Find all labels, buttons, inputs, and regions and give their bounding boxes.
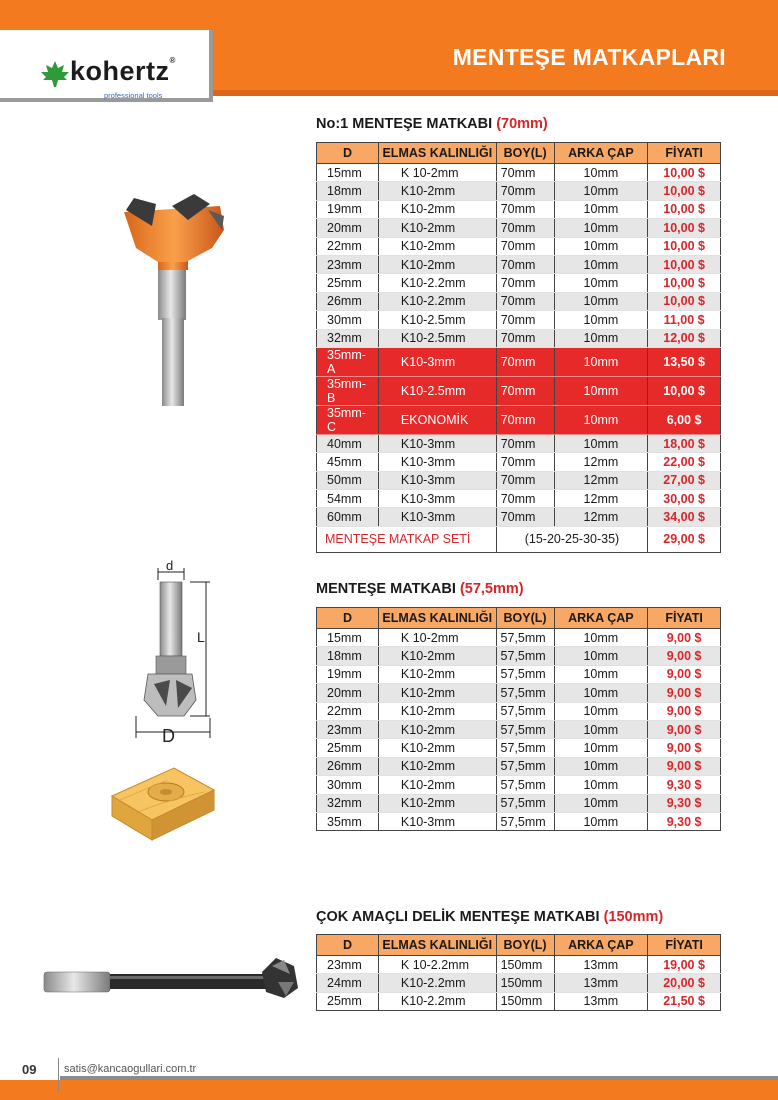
cell-arka-cap: 10mm bbox=[554, 274, 648, 292]
header-fiyati: FİYATI bbox=[648, 143, 721, 164]
cell-elmas: K10-2mm bbox=[378, 739, 496, 757]
cell-boy: 70mm bbox=[496, 347, 554, 376]
cell-arka-cap: 12mm bbox=[554, 453, 648, 471]
cell-elmas: K10-2.5mm bbox=[378, 329, 496, 347]
cell-d: 15mm bbox=[317, 629, 379, 647]
cell-price: 9,00 $ bbox=[648, 647, 721, 665]
cell-boy: 70mm bbox=[496, 453, 554, 471]
diagram-L-label: L bbox=[197, 629, 205, 645]
cell-d: 19mm bbox=[317, 200, 379, 218]
cell-d: 32mm bbox=[317, 794, 379, 812]
cell-elmas: K10-3mm bbox=[378, 434, 496, 452]
cell-arka-cap: 10mm bbox=[554, 434, 648, 452]
diagram-d-label: d bbox=[166, 558, 174, 573]
header-boy: BOY(L) bbox=[496, 143, 554, 164]
cell-d: 23mm bbox=[317, 720, 379, 738]
cell-boy: 57,5mm bbox=[496, 702, 554, 720]
cell-arka-cap: 10mm bbox=[554, 720, 648, 738]
table-row bbox=[317, 974, 721, 992]
drill-bit-dimension-diagram bbox=[130, 556, 220, 746]
cell-price: 18,00 $ bbox=[648, 434, 721, 452]
cell-arka-cap: 13mm bbox=[554, 992, 648, 1010]
table-row bbox=[317, 684, 721, 702]
cell-arka-cap: 10mm bbox=[554, 684, 648, 702]
cell-boy: 70mm bbox=[496, 274, 554, 292]
cell-boy: 57,5mm bbox=[496, 720, 554, 738]
section2-title-length: (57,5mm) bbox=[459, 581, 524, 597]
header-fiyati: FİYATI bbox=[648, 935, 721, 956]
section2-title-text: MENTEŞE MATKABI bbox=[316, 581, 460, 597]
cell-price: 30,00 $ bbox=[648, 490, 721, 508]
cell-elmas: K10-2mm bbox=[378, 776, 496, 794]
cell-boy: 70mm bbox=[496, 311, 554, 329]
set-label: MENTEŞE MATKAP SETİ bbox=[317, 526, 497, 552]
cell-d: 30mm bbox=[317, 776, 379, 794]
cell-arka-cap: 10mm bbox=[554, 405, 648, 434]
cell-price: 22,00 $ bbox=[648, 453, 721, 471]
page-number: 09 bbox=[22, 1062, 37, 1077]
hinge-drill-bit-70mm-image bbox=[112, 190, 242, 415]
table-row bbox=[317, 311, 721, 329]
brand-wordmark bbox=[70, 56, 176, 87]
cell-boy: 150mm bbox=[496, 992, 554, 1010]
cell-arka-cap: 12mm bbox=[554, 471, 648, 489]
cell-boy: 57,5mm bbox=[496, 629, 554, 647]
cell-price: 9,00 $ bbox=[648, 739, 721, 757]
diagram-D-label: D bbox=[162, 726, 175, 746]
cell-price: 20,00 $ bbox=[648, 974, 721, 992]
cell-price: 10,00 $ bbox=[648, 219, 721, 237]
cell-elmas: K10-2.2mm bbox=[378, 292, 496, 310]
table-row bbox=[317, 329, 721, 347]
cell-boy: 150mm bbox=[496, 974, 554, 992]
table-row bbox=[317, 508, 721, 526]
cell-arka-cap: 10mm bbox=[554, 347, 648, 376]
table-row bbox=[317, 405, 721, 434]
cell-d: 60mm bbox=[317, 508, 379, 526]
cell-d: 32mm bbox=[317, 329, 379, 347]
table-row bbox=[317, 164, 721, 182]
header-d: D bbox=[317, 935, 379, 956]
brand-name: kohertz bbox=[70, 56, 170, 86]
cell-arka-cap: 10mm bbox=[554, 739, 648, 757]
cell-d: 24mm bbox=[317, 974, 379, 992]
table-row bbox=[317, 274, 721, 292]
section1-title-text: No:1 MENTEŞE MATKABI bbox=[316, 116, 497, 132]
header-boy: BOY(L) bbox=[496, 608, 554, 629]
header-elmas-kalinligi: ELMAS KALINLIĞI bbox=[378, 608, 496, 629]
maple-leaf-icon bbox=[40, 60, 70, 88]
section2-price-table bbox=[316, 607, 721, 831]
brand-registered-mark: ® bbox=[169, 56, 176, 65]
table-row bbox=[317, 237, 721, 255]
cell-boy: 57,5mm bbox=[496, 684, 554, 702]
cell-boy: 70mm bbox=[496, 471, 554, 489]
cell-arka-cap: 10mm bbox=[554, 702, 648, 720]
section1-title bbox=[316, 116, 548, 132]
cell-boy: 57,5mm bbox=[496, 794, 554, 812]
cell-elmas: K10-2mm bbox=[378, 255, 496, 273]
cell-price: 9,30 $ bbox=[648, 794, 721, 812]
cell-price: 9,30 $ bbox=[648, 812, 721, 830]
header-elmas-kalinligi: ELMAS KALINLIĞI bbox=[378, 143, 496, 164]
cell-arka-cap: 12mm bbox=[554, 508, 648, 526]
cell-d: 18mm bbox=[317, 647, 379, 665]
section3-title-length: (150mm) bbox=[603, 909, 664, 925]
header-d: D bbox=[317, 608, 379, 629]
cell-d: 20mm bbox=[317, 684, 379, 702]
cell-elmas: K10-2mm bbox=[378, 720, 496, 738]
cell-elmas: K10-3mm bbox=[378, 508, 496, 526]
cell-elmas: K 10-2.2mm bbox=[378, 956, 496, 974]
cell-boy: 70mm bbox=[496, 200, 554, 218]
cell-price: 11,00 $ bbox=[648, 311, 721, 329]
cell-d: 19mm bbox=[317, 665, 379, 683]
cell-boy: 57,5mm bbox=[496, 776, 554, 794]
table-row bbox=[317, 255, 721, 273]
table-header-row bbox=[317, 608, 721, 629]
wood-block-image bbox=[108, 760, 218, 842]
cell-elmas: K10-2mm bbox=[378, 237, 496, 255]
cell-arka-cap: 13mm bbox=[554, 974, 648, 992]
cell-price: 10,00 $ bbox=[648, 376, 721, 405]
cell-d: 40mm bbox=[317, 434, 379, 452]
cell-d: 35mm-A bbox=[317, 347, 379, 376]
cell-price: 9,00 $ bbox=[648, 757, 721, 775]
cell-elmas: K10-2mm bbox=[378, 200, 496, 218]
cell-boy: 70mm bbox=[496, 434, 554, 452]
footer-bar bbox=[0, 1080, 778, 1100]
page-title: MENTEŞE MATKAPLARI bbox=[452, 44, 726, 70]
cell-price: 10,00 $ bbox=[648, 292, 721, 310]
cell-d: 23mm bbox=[317, 255, 379, 273]
table-row bbox=[317, 702, 721, 720]
cell-price: 10,00 $ bbox=[648, 274, 721, 292]
table-header-row bbox=[317, 935, 721, 956]
cell-arka-cap: 10mm bbox=[554, 200, 648, 218]
cell-elmas: K10-2.2mm bbox=[378, 974, 496, 992]
cell-arka-cap: 10mm bbox=[554, 776, 648, 794]
table-row bbox=[317, 992, 721, 1010]
cell-elmas: K10-2.2mm bbox=[378, 992, 496, 1010]
table-row bbox=[317, 665, 721, 683]
cell-boy: 70mm bbox=[496, 219, 554, 237]
cell-arka-cap: 12mm bbox=[554, 490, 648, 508]
table-row bbox=[317, 720, 721, 738]
cell-price: 6,00 $ bbox=[648, 405, 721, 434]
cell-d: 22mm bbox=[317, 702, 379, 720]
table-row bbox=[317, 453, 721, 471]
long-hinge-drill-bit-image bbox=[40, 952, 302, 1004]
cell-boy: 57,5mm bbox=[496, 647, 554, 665]
cell-d: 15mm bbox=[317, 164, 379, 182]
cell-elmas: K10-3mm bbox=[378, 471, 496, 489]
table-row bbox=[317, 182, 721, 200]
cell-arka-cap: 10mm bbox=[554, 237, 648, 255]
cell-price: 10,00 $ bbox=[648, 164, 721, 182]
header-arka-cap: ARKA ÇAP bbox=[554, 935, 648, 956]
cell-elmas: K10-2mm bbox=[378, 794, 496, 812]
cell-arka-cap: 10mm bbox=[554, 219, 648, 237]
cell-price: 10,00 $ bbox=[648, 182, 721, 200]
header-boy: BOY(L) bbox=[496, 935, 554, 956]
cell-boy: 57,5mm bbox=[496, 739, 554, 757]
cell-boy: 70mm bbox=[496, 329, 554, 347]
cell-arka-cap: 10mm bbox=[554, 757, 648, 775]
cell-arka-cap: 10mm bbox=[554, 665, 648, 683]
section3-title-text: ÇOK AMAÇLI DELİK MENTEŞE MATKABI bbox=[316, 909, 604, 925]
cell-price: 13,50 $ bbox=[648, 347, 721, 376]
cell-arka-cap: 10mm bbox=[554, 376, 648, 405]
cell-arka-cap: 10mm bbox=[554, 812, 648, 830]
cell-price: 12,00 $ bbox=[648, 329, 721, 347]
cell-arka-cap: 10mm bbox=[554, 629, 648, 647]
cell-d: 50mm bbox=[317, 471, 379, 489]
set-price: 29,00 $ bbox=[648, 526, 721, 552]
cell-elmas: K10-3mm bbox=[378, 812, 496, 830]
cell-elmas: EKONOMİK bbox=[378, 405, 496, 434]
header-arka-cap: ARKA ÇAP bbox=[554, 608, 648, 629]
cell-price: 9,00 $ bbox=[648, 720, 721, 738]
cell-boy: 70mm bbox=[496, 508, 554, 526]
cell-d: 25mm bbox=[317, 992, 379, 1010]
cell-boy: 57,5mm bbox=[496, 812, 554, 830]
cell-boy: 70mm bbox=[496, 182, 554, 200]
header-elmas-kalinligi: ELMAS KALINLIĞI bbox=[378, 935, 496, 956]
table-row bbox=[317, 219, 721, 237]
cell-d: 30mm bbox=[317, 311, 379, 329]
table-header-row bbox=[317, 143, 721, 164]
cell-price: 9,00 $ bbox=[648, 702, 721, 720]
cell-arka-cap: 10mm bbox=[554, 292, 648, 310]
cell-price: 10,00 $ bbox=[648, 200, 721, 218]
cell-d: 20mm bbox=[317, 219, 379, 237]
cell-arka-cap: 10mm bbox=[554, 794, 648, 812]
cell-arka-cap: 13mm bbox=[554, 956, 648, 974]
cell-d: 25mm bbox=[317, 274, 379, 292]
cell-elmas: K10-3mm bbox=[378, 490, 496, 508]
brand-tagline: professional tools bbox=[104, 91, 163, 100]
cell-elmas: K10-2mm bbox=[378, 647, 496, 665]
cell-arka-cap: 10mm bbox=[554, 329, 648, 347]
cell-d: 18mm bbox=[317, 182, 379, 200]
table-row bbox=[317, 490, 721, 508]
cell-elmas: K10-3mm bbox=[378, 347, 496, 376]
table-row bbox=[317, 776, 721, 794]
cell-d: 26mm bbox=[317, 292, 379, 310]
cell-boy: 70mm bbox=[496, 292, 554, 310]
cell-d: 23mm bbox=[317, 956, 379, 974]
cell-boy: 70mm bbox=[496, 237, 554, 255]
table-row bbox=[317, 629, 721, 647]
cell-arka-cap: 10mm bbox=[554, 255, 648, 273]
cell-d: 45mm bbox=[317, 453, 379, 471]
cell-d: 25mm bbox=[317, 739, 379, 757]
table-row bbox=[317, 757, 721, 775]
section3-title bbox=[316, 909, 663, 925]
table-row bbox=[317, 434, 721, 452]
cell-elmas: K10-2.5mm bbox=[378, 376, 496, 405]
cell-boy: 70mm bbox=[496, 490, 554, 508]
set-sizes: (15-20-25-30-35) bbox=[496, 526, 647, 552]
table-row bbox=[317, 812, 721, 830]
table-row bbox=[317, 200, 721, 218]
cell-elmas: K10-2.2mm bbox=[378, 274, 496, 292]
cell-elmas: K 10-2mm bbox=[378, 629, 496, 647]
cell-elmas: K10-2mm bbox=[378, 182, 496, 200]
cell-boy: 70mm bbox=[496, 164, 554, 182]
cell-d: 35mm-C bbox=[317, 405, 379, 434]
section1-price-table bbox=[316, 142, 721, 553]
cell-arka-cap: 10mm bbox=[554, 164, 648, 182]
cell-price: 21,50 $ bbox=[648, 992, 721, 1010]
cell-d: 54mm bbox=[317, 490, 379, 508]
cell-d: 35mm-B bbox=[317, 376, 379, 405]
cell-boy: 57,5mm bbox=[496, 665, 554, 683]
cell-price: 34,00 $ bbox=[648, 508, 721, 526]
table-row bbox=[317, 347, 721, 376]
cell-boy: 70mm bbox=[496, 405, 554, 434]
section1-title-length: (70mm) bbox=[496, 116, 548, 132]
cell-boy: 150mm bbox=[496, 956, 554, 974]
cell-arka-cap: 10mm bbox=[554, 647, 648, 665]
cell-boy: 70mm bbox=[496, 376, 554, 405]
cell-price: 9,00 $ bbox=[648, 684, 721, 702]
set-row bbox=[317, 526, 721, 552]
cell-elmas: K10-2.5mm bbox=[378, 311, 496, 329]
header-fiyati: FİYATI bbox=[648, 608, 721, 629]
table-row bbox=[317, 956, 721, 974]
footer-email-link[interactable]: satis@kancaogullari.com.tr bbox=[64, 1063, 197, 1075]
cell-boy: 70mm bbox=[496, 255, 554, 273]
cell-d: 22mm bbox=[317, 237, 379, 255]
cell-elmas: K 10-2mm bbox=[378, 164, 496, 182]
cell-price: 10,00 $ bbox=[648, 255, 721, 273]
header-d: D bbox=[317, 143, 379, 164]
table-row bbox=[317, 647, 721, 665]
cell-price: 9,00 $ bbox=[648, 665, 721, 683]
table-row bbox=[317, 739, 721, 757]
footer-divider bbox=[58, 1058, 59, 1092]
cell-boy: 57,5mm bbox=[496, 757, 554, 775]
section3-price-table bbox=[316, 934, 721, 1011]
cell-d: 26mm bbox=[317, 757, 379, 775]
cell-price: 19,00 $ bbox=[648, 956, 721, 974]
table-row bbox=[317, 794, 721, 812]
table-row bbox=[317, 292, 721, 310]
cell-elmas: K10-2mm bbox=[378, 684, 496, 702]
cell-elmas: K10-2mm bbox=[378, 665, 496, 683]
cell-price: 27,00 $ bbox=[648, 471, 721, 489]
table-row bbox=[317, 376, 721, 405]
cell-elmas: K10-2mm bbox=[378, 702, 496, 720]
table-row bbox=[317, 471, 721, 489]
cell-arka-cap: 10mm bbox=[554, 311, 648, 329]
section2-title bbox=[316, 581, 524, 597]
cell-price: 9,00 $ bbox=[648, 629, 721, 647]
cell-price: 10,00 $ bbox=[648, 237, 721, 255]
cell-elmas: K10-2mm bbox=[378, 757, 496, 775]
header-arka-cap: ARKA ÇAP bbox=[554, 143, 648, 164]
cell-elmas: K10-2mm bbox=[378, 219, 496, 237]
cell-d: 35mm bbox=[317, 812, 379, 830]
cell-arka-cap: 10mm bbox=[554, 182, 648, 200]
cell-elmas: K10-3mm bbox=[378, 453, 496, 471]
cell-price: 9,30 $ bbox=[648, 776, 721, 794]
